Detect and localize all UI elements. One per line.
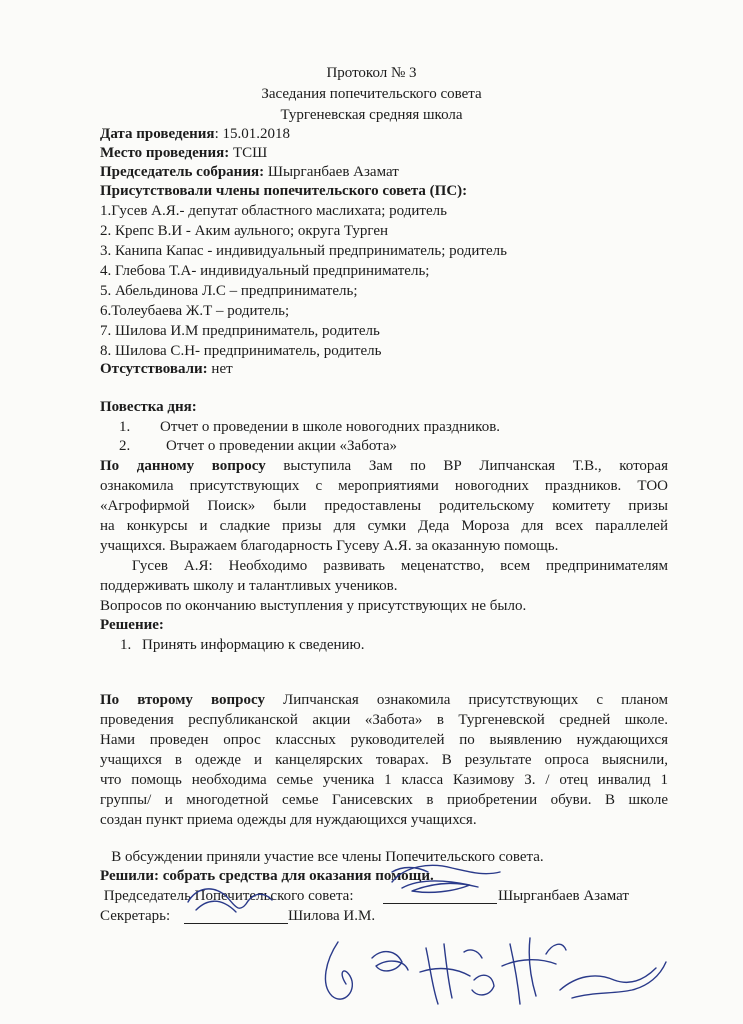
second-question-line: проведения республиканской акции «Забота» в Тургеневской средней школе.: [100, 712, 668, 728]
member-item: 3. Канипа Капас - индивидуальный предприниматель; родитель: [100, 243, 507, 259]
gusev-line: поддерживать школу и талантливых учеников.: [100, 578, 398, 594]
secretary-signature-name: Шилова И.М.: [288, 908, 376, 924]
second-question-line: создан пункт приема одежды для нуждающихся учащихся.: [100, 812, 477, 828]
decision-item-num: 1.: [120, 637, 132, 653]
second-question-line: По второму вопросу Липчанская ознакомила присутствующих с планом: [100, 692, 668, 708]
agenda-heading: Повестка дня:: [100, 399, 197, 415]
first-question-line: учащихся. Выражаем благодарность Гусеву А.Я. за оказанную помощь.: [100, 538, 559, 554]
first-question-line: По данному вопросу выступила Зам по ВР Липчанская Т.В., которая: [100, 458, 668, 474]
member-item: 5. Абельдинова Л.С – предприниматель;: [100, 283, 358, 299]
first-question-lead: По данному вопросу: [100, 458, 266, 474]
chair-label: Председатель собрания:: [100, 164, 265, 180]
second-question-line: учащихся в одежде и канцелярских товарах. В результате опроса выяснили,: [100, 752, 668, 768]
discussion-line: В обсуждении приняли участие все члены Попечительского совета.: [100, 849, 544, 865]
second-question-line: Нами проведен опрос классных руководителей по выявлению нуждающихся: [100, 732, 668, 748]
second-question-lead: По второму вопросу: [100, 692, 265, 708]
member-item: 1.Гусев А.Я.- депутат областного маслихата; родитель: [100, 203, 447, 219]
chair-signature-name: Шырганбаев Азамат: [498, 888, 629, 904]
school-name: Тургеневская средняя школа: [280, 107, 463, 123]
no-questions-line: Вопросов по окончанию выступления у присутствующих не было.: [100, 598, 527, 614]
decision-item: Принять информацию к сведению.: [142, 637, 365, 653]
absent-label: Отсутствовали:: [100, 361, 208, 377]
second-question-line: что помощь необходима семье ученика 1 класса Казимову З. / отец инвалид 1: [100, 772, 668, 788]
agenda-item-num: 2.: [119, 438, 131, 454]
member-item: 7. Шилова И.М предприниматель, родитель: [100, 323, 380, 339]
member-item: 2. Крепс В.И - Аким аульного; округа Турген: [100, 223, 389, 239]
meeting-title: Заседания попечительского совета: [261, 86, 482, 102]
date-value: : 15.01.2018: [214, 126, 290, 142]
agenda-item: Отчет о проведении в школе новогодних праздников.: [160, 419, 501, 435]
place-value: ТСШ: [229, 145, 268, 161]
member-item: 6.Толеубаева Ж.Т – родитель;: [100, 303, 290, 319]
decision-heading: Решение:: [100, 617, 164, 633]
first-question-line: «Агрофирмой Поиск» были предоставлены родительскому комитету призы: [100, 498, 668, 514]
place-label: Место проведения:: [100, 145, 230, 161]
protocol-title: Протокол № 3: [326, 65, 417, 81]
resolved-line: Решили: собрать средства для оказания помощи.: [100, 868, 434, 884]
chair-signature-label: Председатель Попечительского совета:: [100, 888, 354, 904]
first-question-line: на конкурсы и сладкие призы для сумки Деда Мороза для всех параллелей: [100, 518, 668, 534]
agenda-item-num: 1.: [119, 419, 131, 435]
chair-value: Шырганбаев Азамат: [264, 164, 399, 180]
secretary-signature-label: Секретарь:: [100, 908, 171, 924]
member-item: 4. Глебова Т.А- индивидуальный предприниматель;: [100, 263, 430, 279]
present-heading: Присутствовали члены попечительского совета (ПС):: [100, 183, 468, 199]
gusev-line: Гусев А.Я: Необходимо развивать меценатство, всем предпринимателям: [100, 558, 668, 574]
first-question-line: ознакомила присутствующих с мероприятиями новогодних праздников. ТОО: [100, 478, 668, 494]
member-item: 8. Шилова С.Н- предприниматель, родитель: [100, 343, 382, 359]
absent-value: нет: [207, 361, 233, 377]
date-label: Дата проведения: [100, 126, 215, 142]
agenda-item: Отчет о проведении акции «Забота»: [166, 438, 398, 454]
second-question-line: группы/ и многодетной семье Ганисевских в приобретении обуви. В школе: [100, 792, 668, 808]
